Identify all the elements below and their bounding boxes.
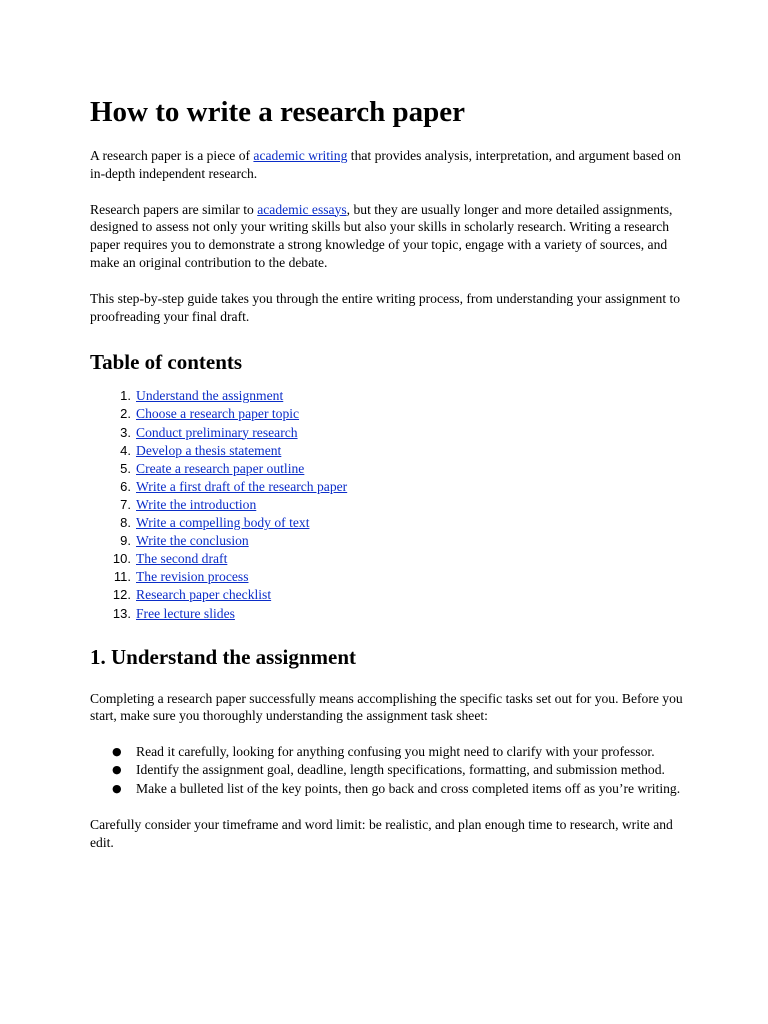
toc-link-preliminary-research[interactable]: Conduct preliminary research	[136, 424, 298, 440]
toc-item	[90, 405, 690, 423]
intro-paragraph-1	[90, 147, 690, 183]
toc-item	[90, 514, 690, 532]
academic-essays-link[interactable]: academic essays	[257, 201, 347, 217]
toc-item	[90, 496, 690, 514]
intro-2-text-after: , but they are usually longer and more detailed assignments, designed to assess not only your writing skills but also your skills in scholarly research. Writing a research paper requires you to demonstrate a strong knowledge of your topic, engage with a variety of sources, and make an original contribution to the debate.	[90, 201, 673, 270]
page-title: How to write a research paper	[90, 96, 466, 128]
toc-item-number: 12.	[112, 587, 131, 603]
intro-1-text-before: A research paper is a piece of	[90, 148, 254, 163]
toc-item-number: 9.	[120, 533, 131, 549]
toc-item-number: 13.	[112, 605, 131, 621]
toc-link-checklist[interactable]: Research paper checklist	[136, 587, 272, 603]
toc-link-thesis-statement[interactable]: Develop a thesis statement	[136, 442, 282, 458]
toc-link-outline[interactable]: Create a research paper outline	[136, 460, 305, 476]
toc-item-number: 6.	[120, 478, 131, 494]
toc-item-number: 10.	[112, 551, 131, 567]
assignment-bullet-list	[90, 743, 690, 798]
bullet-text: Read it carefully, looking for anything confusing you might need to clarify with your professor.	[136, 744, 655, 760]
toc-item	[90, 532, 690, 550]
bullet-icon: ●	[112, 781, 122, 795]
toc-item-number: 11.	[113, 569, 131, 585]
academic-writing-link[interactable]: academic writing	[253, 148, 348, 163]
toc-link-first-draft[interactable]: Write a first draft of the research paper	[136, 478, 348, 494]
toc-item	[90, 442, 690, 460]
bullet-text: Identify the assignment goal, deadline, length specifications, formatting, and submission method.	[136, 762, 665, 778]
bullet-text: Make a bulleted list of the key points, then go back and cross completed items off as you’re writing.	[136, 780, 681, 796]
toc-link-second-draft[interactable]: The second draft	[136, 551, 228, 567]
toc-item-number: 7.	[120, 496, 131, 512]
toc-item	[90, 605, 690, 623]
toc-heading: Table of contents	[90, 350, 243, 375]
intro-1-text-after: that provides analysis, interpretation, and argument based on in-depth independent research.	[90, 148, 681, 181]
section-1-paragraph-2: Carefully consider your timeframe and word limit: be realistic, and plan enough time to research, write and edit.	[90, 816, 673, 850]
bullet-icon: ●	[112, 763, 122, 777]
intro-2-text-before: Research papers are similar to	[90, 201, 258, 217]
intro-paragraph-3: This step-by-step guide takes you through the entire writing process, from understanding your assignment to proofreading your final draft.	[90, 290, 681, 324]
list-item	[90, 780, 690, 798]
toc-item-number: 2.	[120, 406, 131, 422]
toc-link-lecture-slides[interactable]: Free lecture slides	[136, 605, 235, 621]
toc-item	[90, 568, 690, 586]
toc-item	[90, 387, 690, 405]
bullet-icon: ●	[112, 745, 122, 759]
toc-link-body-of-text[interactable]: Write a compelling body of text	[136, 515, 310, 531]
toc-item	[90, 550, 690, 568]
article	[90, 92, 690, 851]
toc-link-introduction[interactable]: Write the introduction	[136, 496, 257, 512]
toc-item-number: 3.	[120, 424, 131, 440]
toc-item-number: 1.	[120, 388, 131, 404]
toc-link-understand-assignment[interactable]: Understand the assignment	[136, 388, 284, 404]
table-of-contents	[90, 387, 690, 622]
intro-paragraph-2	[90, 201, 690, 272]
list-item	[90, 743, 690, 761]
section-1-heading: 1. Understand the assignment	[90, 644, 357, 669]
toc-item-number: 8.	[120, 515, 131, 531]
toc-item	[90, 586, 690, 604]
toc-item-number: 4.	[120, 442, 131, 458]
toc-item	[90, 460, 690, 478]
list-item	[90, 761, 690, 779]
toc-link-revision-process[interactable]: The revision process	[136, 569, 249, 585]
toc-item-number: 5.	[120, 460, 131, 476]
toc-link-conclusion[interactable]: Write the conclusion	[136, 533, 249, 549]
toc-link-choose-topic[interactable]: Choose a research paper topic	[136, 406, 300, 422]
section-1-paragraph-1: Completing a research paper successfully means accomplishing the specific tasks set out for you. Before you start, make sure you thoroughly understanding the assignment task sheet:	[90, 690, 683, 724]
toc-item	[90, 478, 690, 496]
toc-item	[90, 424, 690, 442]
